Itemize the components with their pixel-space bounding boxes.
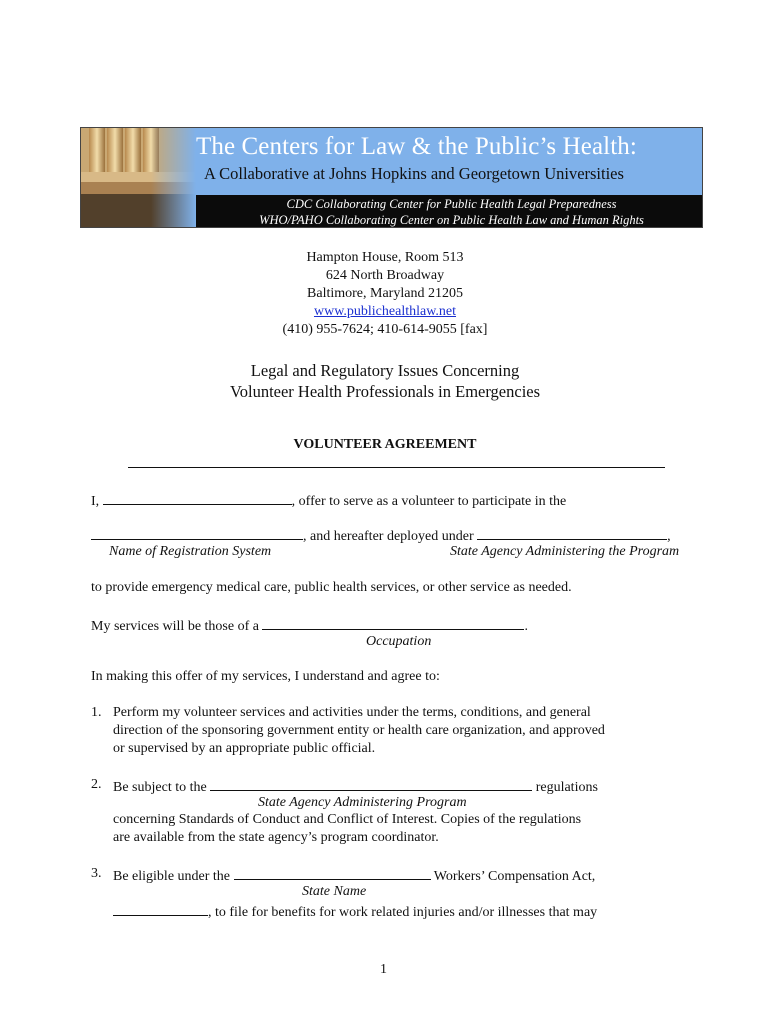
header-banner: [80, 127, 703, 228]
item-3-line-2: [113, 902, 597, 921]
item-3-prefix: Be eligible under the: [113, 869, 234, 884]
occupation-blank[interactable]: [262, 616, 524, 630]
volunteer-name-blank[interactable]: [103, 491, 292, 505]
para4-prefix: My services will be those of a: [91, 619, 263, 634]
agreement-intro: In making this offer of my services, I understand and agree to:: [91, 669, 440, 684]
para4-end: .: [524, 619, 528, 634]
address-line-2: 624 North Broadway: [325, 268, 445, 283]
item-2-row: [113, 777, 598, 796]
state-agency-blank[interactable]: [477, 526, 667, 540]
para2-end: ,: [667, 529, 671, 544]
item-2-prefix: Be subject to the: [113, 780, 211, 795]
para1-prefix: I,: [91, 494, 103, 509]
occupation-label: Occupation: [366, 634, 432, 649]
state-agency-program-blank[interactable]: [210, 777, 532, 791]
services-statement: to provide emergency medical care, public health services, or other service as needed.: [91, 580, 572, 595]
item-3-line-2-text: , to file for benefits for work related injuries and/or illnesses that may: [208, 905, 598, 920]
item-1-line-2: direction of the sponsoring government entity or health care organization, and approved: [113, 723, 605, 738]
state-agency-label: State Agency Administering the Program: [450, 544, 680, 559]
volunteer-name-row: [91, 491, 566, 510]
state-name-label: State Name: [302, 884, 367, 899]
item-1-number: 1.: [91, 705, 102, 720]
registration-system-label: Name of Registration System: [109, 544, 272, 559]
banner-subtitle: A Collaborative at Johns Hopkins and Georgetown Universities: [204, 164, 624, 183]
item-2-line-2: concerning Standards of Conduct and Conflict of Interest. Copies of the regulations: [113, 812, 582, 827]
state-agency-program-label: State Agency Administering Program: [258, 795, 467, 810]
document-title-line-1: Legal and Regulatory Issues Concerning: [250, 361, 520, 380]
claimant-blank[interactable]: [113, 902, 208, 916]
address-line-1: Hampton House, Room 513: [306, 250, 464, 265]
who-center-line: WHO/PAHO Collaborating Center on Public Health Law and Human Rights: [259, 213, 644, 227]
heading-divider: [128, 467, 665, 468]
item-2-suffix: regulations: [532, 780, 598, 795]
item-3-suffix: Workers’ Compensation Act,: [430, 869, 596, 884]
item-1-line-1: Perform my volunteer services and activities under the terms, conditions, and general: [113, 705, 591, 720]
occupation-row: [91, 616, 528, 635]
registration-row: [91, 526, 671, 545]
item-3-row: [113, 866, 595, 885]
phone-fax: (410) 955-7624; 410-614-9055 [fax]: [282, 322, 488, 337]
state-name-blank[interactable]: [234, 866, 431, 880]
address-line-3: Baltimore, Maryland 21205: [307, 286, 463, 301]
registration-system-blank[interactable]: [91, 526, 303, 540]
website-link[interactable]: www.publichealthlaw.net: [313, 304, 457, 319]
item-2-line-3: are available from the state agency’s program coordinator.: [113, 830, 439, 845]
agreement-heading: VOLUNTEER AGREEMENT: [293, 437, 477, 452]
item-3-number: 3.: [91, 866, 102, 881]
item-2-number: 2.: [91, 777, 102, 792]
page-number: 1: [380, 962, 387, 977]
website-link-row: [0, 304, 770, 320]
document-title-line-2: Volunteer Health Professionals in Emergencies: [229, 382, 541, 401]
para1-suffix: , offer to serve as a volunteer to participate in the: [291, 494, 567, 509]
item-1-line-3: or supervised by an appropriate public official.: [113, 741, 376, 756]
banner-title: The Centers for Law & the Public’s Health:: [196, 133, 637, 160]
cdc-center-line: CDC Collaborating Center for Public Health Legal Preparedness: [286, 197, 617, 211]
para2-middle: , and hereafter deployed under: [303, 529, 478, 544]
